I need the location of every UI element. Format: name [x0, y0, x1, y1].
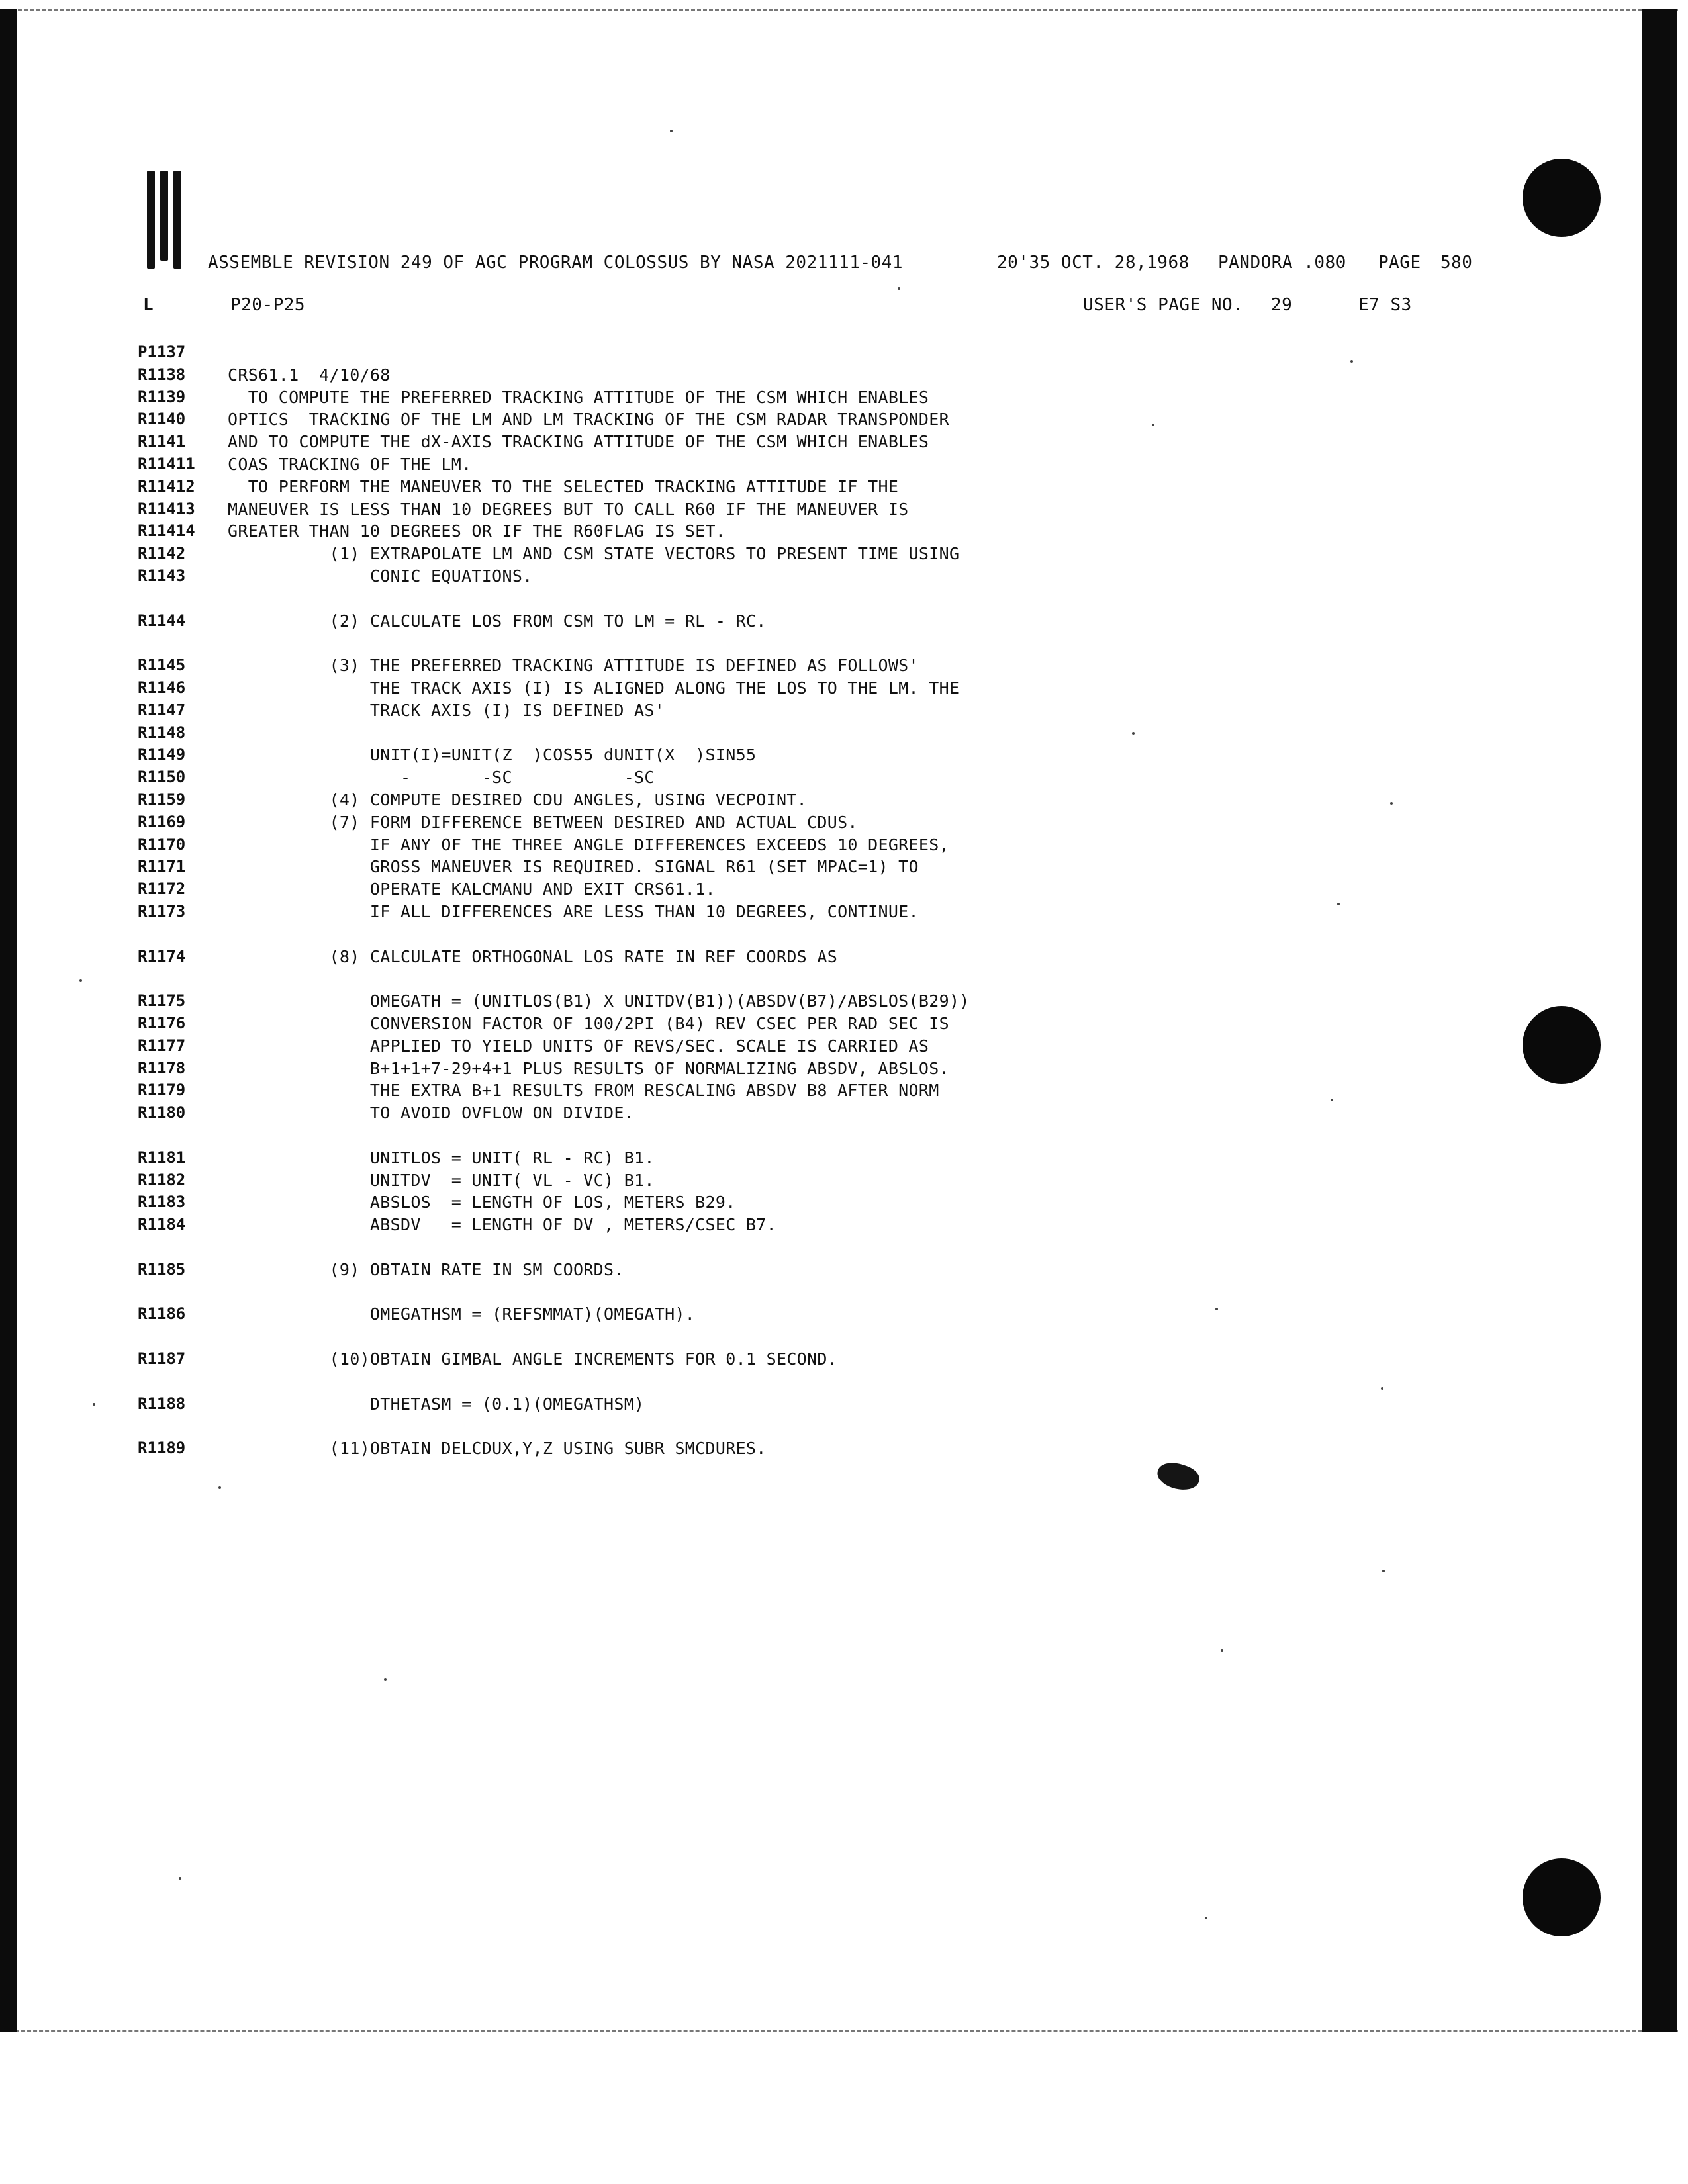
line-number: R1171 [138, 857, 186, 876]
listing-text: - -SC -SC [228, 768, 655, 787]
line-number: R1149 [138, 745, 186, 764]
scan-speck [218, 1486, 221, 1489]
line-number: R11411 [138, 455, 195, 473]
line-number: R1180 [138, 1103, 186, 1122]
line-number: R1174 [138, 947, 186, 966]
line-number: R1188 [138, 1394, 186, 1413]
line-number: R1178 [138, 1059, 186, 1077]
pandora-version: PANDORA .080 [1218, 253, 1346, 273]
scan-margin-right [1642, 9, 1677, 2032]
listing-text: CONVERSION FACTOR OF 100/2PI (B4) REV CSEC PER RAD SEC IS [228, 1014, 949, 1033]
scan-edge-bottom [9, 2030, 1678, 2032]
listing-text: (10)OBTAIN GIMBAL ANGLE INCREMENTS FOR 0.1 SECOND. [228, 1349, 838, 1369]
line-number: R1142 [138, 544, 186, 563]
scan-speck [670, 130, 673, 132]
punch-hole-middle [1523, 1006, 1601, 1084]
line-number: R1144 [138, 612, 186, 630]
listing-text: TO AVOID OVFLOW ON DIVIDE. [228, 1103, 635, 1122]
listing-text: ABSDV = LENGTH OF DV , METERS/CSEC B7. [228, 1215, 776, 1234]
listing-text: TRACK AXIS (I) IS DEFINED AS' [228, 701, 665, 720]
listing-text: GREATER THAN 10 DEGREES OR IF THE R60FLAG IS SET. [228, 522, 726, 541]
listing-text: (9) OBTAIN RATE IN SM COORDS. [228, 1260, 624, 1279]
scan-speck [1390, 802, 1393, 805]
line-number: R1183 [138, 1193, 186, 1211]
listing-text: MANEUVER IS LESS THAN 10 DEGREES BUT TO CALL R60 IF THE MANEUVER IS [228, 500, 909, 519]
scan-speck [1221, 1649, 1223, 1652]
users-page-label: USER'S PAGE NO. [1083, 295, 1244, 315]
line-number: R1176 [138, 1014, 186, 1032]
listing-text: (3) THE PREFERRED TRACKING ATTITUDE IS DEFINED AS FOLLOWS' [228, 656, 919, 675]
listing-text: IF ALL DIFFERENCES ARE LESS THAN 10 DEGREES, CONTINUE. [228, 902, 919, 921]
page-label: PAGE [1378, 253, 1421, 273]
scan-speck [1132, 732, 1135, 735]
line-number: R1140 [138, 410, 186, 428]
line-number: R1139 [138, 388, 186, 406]
listing-text: CRS61.1 4/10/68 [228, 365, 391, 385]
line-number: R1146 [138, 678, 186, 697]
listing-text: (7) FORM DIFFERENCE BETWEEN DESIRED AND ACTUAL CDUS. [228, 813, 858, 832]
line-number: R1147 [138, 701, 186, 719]
listing-text: UNIT(I)=UNIT(Z )COS55 dUNIT(X )SIN55 [228, 745, 757, 764]
column-l: L [143, 295, 154, 315]
listing-text: GROSS MANEUVER IS REQUIRED. SIGNAL R61 (SET MPAC=1) TO [228, 857, 919, 876]
line-number: R1169 [138, 813, 186, 831]
scan-speck [384, 1678, 387, 1681]
line-number: R1143 [138, 567, 186, 585]
listing-text: APPLIED TO YIELD UNITS OF REVS/SEC. SCALE IS CARRIED AS [228, 1036, 929, 1056]
assemble-line: ASSEMBLE REVISION 249 OF AGC PROGRAM COLOSSUS BY NASA 2021111-041 [208, 253, 903, 273]
line-number: R1186 [138, 1304, 186, 1323]
listing-text: OMEGATH = (UNITLOS(B1) X UNITDV(B1))(ABSDV(B7)/ABSLOS(B29)) [228, 991, 970, 1011]
listing-text: IF ANY OF THE THREE ANGLE DIFFERENCES EXCEEDS 10 DEGREES, [228, 835, 949, 854]
scan-speck [79, 979, 82, 982]
line-number: R1159 [138, 790, 186, 809]
line-number: P1137 [138, 343, 186, 361]
page-number: 580 [1440, 253, 1473, 273]
listing-text: CONIC EQUATIONS. [228, 567, 533, 586]
line-number: R1173 [138, 902, 186, 921]
line-number: R1148 [138, 723, 186, 742]
line-number: R1187 [138, 1349, 186, 1368]
listing-text: THE EXTRA B+1 RESULTS FROM RESCALING ABSDV B8 AFTER NORM [228, 1081, 939, 1100]
line-number: R1150 [138, 768, 186, 786]
listing-text: TO COMPUTE THE PREFERRED TRACKING ATTITUDE OF THE CSM WHICH ENABLES [228, 388, 929, 407]
scan-speck [898, 287, 900, 290]
listing-text: B+1+1+7-29+4+1 PLUS RESULTS OF NORMALIZING ABSDV, ABSLOS. [228, 1059, 949, 1078]
line-number: R11412 [138, 477, 195, 496]
scan-speck [93, 1403, 95, 1406]
scan-speck [1337, 903, 1340, 905]
listing-text: (11)OBTAIN DELCDUX,Y,Z USING SUBR SMCDURES. [228, 1439, 767, 1458]
line-number: R1175 [138, 991, 186, 1010]
ink-blot [1154, 1458, 1203, 1495]
line-number: R1145 [138, 656, 186, 674]
line-number: R1179 [138, 1081, 186, 1099]
scan-speck [1381, 1387, 1383, 1390]
line-number: R1138 [138, 365, 186, 384]
line-number: R1170 [138, 835, 186, 854]
listing-text: OMEGATHSM = (REFSMMAT)(OMEGATH). [228, 1304, 696, 1324]
line-number: R1185 [138, 1260, 186, 1279]
line-number: R11414 [138, 522, 195, 540]
scan-speck [1205, 1917, 1207, 1919]
printer-logo [147, 171, 187, 269]
scan-speck [1382, 1570, 1385, 1572]
listing-text: (2) CALCULATE LOS FROM CSM TO LM = RL - RC. [228, 612, 767, 631]
listing-text: DTHETASM = (0.1)(OMEGATHSM) [228, 1394, 645, 1414]
page-code: E7 S3 [1358, 295, 1412, 315]
scan-speck [1152, 424, 1154, 426]
punch-hole-top [1523, 159, 1601, 237]
line-number: R11413 [138, 500, 195, 518]
section-title: P20-P25 [230, 295, 306, 315]
line-number: R1177 [138, 1036, 186, 1055]
listing-text: TO PERFORM THE MANEUVER TO THE SELECTED TRACKING ATTITUDE IF THE [228, 477, 899, 496]
listing-text: UNITDV = UNIT( VL - VC) B1. [228, 1171, 655, 1190]
scan-speck [179, 1877, 181, 1880]
scan-edge-top [0, 9, 1678, 11]
scan-speck [1215, 1308, 1218, 1310]
listing-text: COAS TRACKING OF THE LM. [228, 455, 472, 474]
line-number: R1189 [138, 1439, 186, 1457]
line-number: R1172 [138, 880, 186, 898]
line-number: R1181 [138, 1148, 186, 1167]
punch-hole-bottom [1523, 1858, 1601, 1936]
listing-text: (1) EXTRAPOLATE LM AND CSM STATE VECTORS TO PRESENT TIME USING [228, 544, 960, 563]
line-number: R1182 [138, 1171, 186, 1189]
listing-text: AND TO COMPUTE THE dX-AXIS TRACKING ATTITUDE OF THE CSM WHICH ENABLES [228, 432, 929, 451]
listing-text: UNITLOS = UNIT( RL - RC) B1. [228, 1148, 655, 1167]
scan-margin-left [0, 9, 17, 2032]
listing-text: (8) CALCULATE ORTHOGONAL LOS RATE IN REF COORDS AS [228, 947, 838, 966]
scan-speck [1331, 1099, 1333, 1101]
listing-text: ABSLOS = LENGTH OF LOS, METERS B29. [228, 1193, 736, 1212]
listing-text: THE TRACK AXIS (I) IS ALIGNED ALONG THE LOS TO THE LM. THE [228, 678, 960, 698]
timestamp: 20'35 OCT. 28,1968 [997, 253, 1190, 273]
listing-text: OPERATE KALCMANU AND EXIT CRS61.1. [228, 880, 716, 899]
scan-speck [1350, 360, 1353, 363]
line-number: R1184 [138, 1215, 186, 1234]
listing-text: OPTICS TRACKING OF THE LM AND LM TRACKING OF THE CSM RADAR TRANSPONDER [228, 410, 949, 429]
line-number: R1141 [138, 432, 186, 451]
users-page-number: 29 [1271, 295, 1293, 315]
listing-text: (4) COMPUTE DESIRED CDU ANGLES, USING VECPOINT. [228, 790, 808, 809]
